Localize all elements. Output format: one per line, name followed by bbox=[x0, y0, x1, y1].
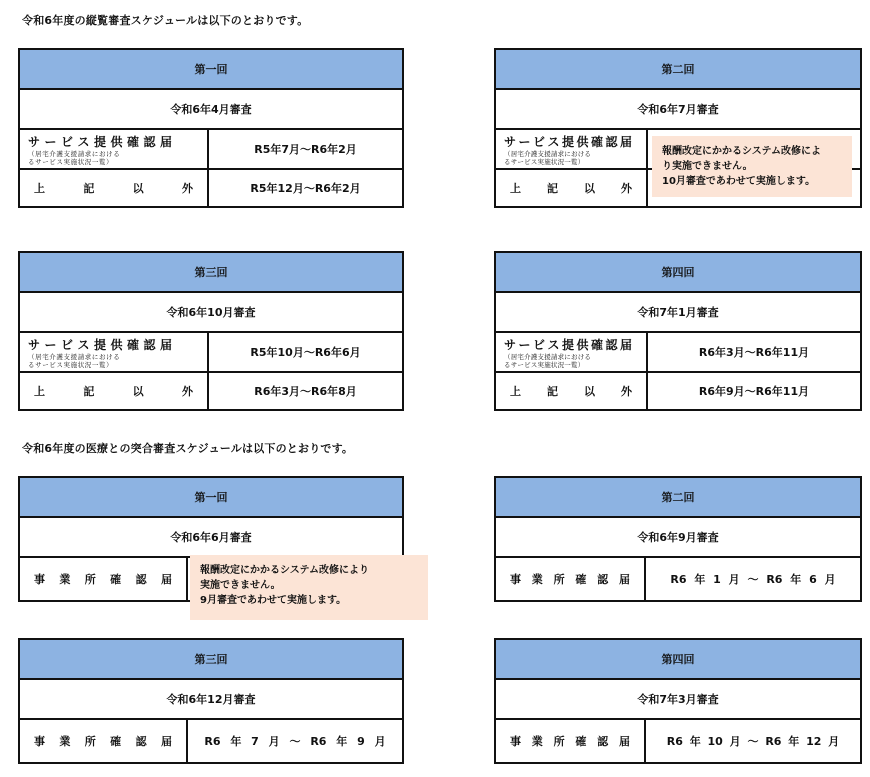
office-label: 事 業 所 確 認 届 bbox=[34, 735, 172, 748]
round-header: 第四回 bbox=[496, 253, 860, 293]
other-row bbox=[20, 371, 402, 409]
note-line-3: 9月審査であわせて実施します。 bbox=[200, 595, 347, 606]
review-month-title: 令和7年3月審査 bbox=[496, 680, 860, 720]
other-label: 上 記 以 外 bbox=[34, 385, 193, 398]
other-label: 上 記 以 外 bbox=[34, 182, 193, 195]
review-month-title: 令和6年10月審査 bbox=[20, 293, 402, 333]
review-table-3 bbox=[18, 251, 404, 411]
crosscheck-table-3 bbox=[18, 638, 404, 764]
office-period: R6 年 7 月 ～ R6 年 9 月 bbox=[204, 735, 386, 748]
service-label-sub-1: （居宅介護支援請求における bbox=[504, 149, 592, 158]
service-label bbox=[20, 333, 209, 371]
service-label bbox=[496, 333, 648, 371]
office-label-cell bbox=[20, 720, 188, 762]
review-month-title: 令和6年6月審査 bbox=[20, 518, 402, 558]
service-label-sub-2: るサービス実施状況一覧） bbox=[28, 360, 114, 369]
service-period: R5年10月～R6年6月 bbox=[250, 346, 361, 359]
other-row bbox=[20, 168, 402, 206]
office-row bbox=[496, 558, 860, 600]
crosscheck-table-4 bbox=[494, 638, 862, 764]
round-header: 第四回 bbox=[496, 640, 860, 680]
other-period: R6年9月～R6年11月 bbox=[698, 385, 810, 398]
other-label: 上 記 以 外 bbox=[510, 182, 632, 195]
service-label-sub-2: るサービス実施状況一覧） bbox=[504, 360, 585, 369]
other-label-cell bbox=[20, 373, 209, 409]
other-period: R5年12月～R6年2月 bbox=[250, 182, 361, 195]
round-header: 第一回 bbox=[20, 50, 402, 90]
office-label: 事 業 所 確 認 届 bbox=[510, 573, 630, 586]
service-label-sub-1: （居宅介護支援請求における bbox=[504, 352, 592, 361]
office-row bbox=[496, 720, 860, 762]
office-label-cell bbox=[20, 558, 188, 600]
office-period: R6 年 10 月 ～ R6 年 12 月 bbox=[666, 735, 840, 748]
service-row bbox=[20, 333, 402, 371]
service-label-sub-2: るサービス実施状況一覧） bbox=[504, 157, 585, 166]
round-header: 第二回 bbox=[496, 478, 860, 518]
note-line-3: 10月審査であわせて実施します。 bbox=[662, 176, 816, 187]
service-period: R5年7月～R6年2月 bbox=[254, 143, 357, 156]
office-label: 事 業 所 確 認 届 bbox=[510, 735, 630, 748]
other-period: R6年3月～R6年8月 bbox=[254, 385, 357, 398]
round-header: 第二回 bbox=[496, 50, 860, 90]
service-label-main: サービス提供確認届 bbox=[504, 337, 635, 352]
review-month-title: 令和6年12月審査 bbox=[20, 680, 402, 720]
review-month-title: 令和6年9月審査 bbox=[496, 518, 860, 558]
other-label-cell bbox=[496, 170, 648, 206]
service-label-sub-1: （居宅介護支援請求における bbox=[28, 352, 121, 361]
service-label bbox=[496, 130, 648, 168]
office-row bbox=[20, 720, 402, 762]
round-header: 第一回 bbox=[20, 478, 402, 518]
service-label-main: サービス提供確認届 bbox=[28, 337, 177, 352]
review-table-1 bbox=[18, 48, 404, 208]
service-label bbox=[20, 130, 209, 168]
other-label-cell bbox=[496, 373, 648, 409]
review-month-title: 令和6年4月審査 bbox=[20, 90, 402, 130]
service-label-main: サービス提供確認届 bbox=[28, 134, 177, 149]
office-label-cell bbox=[496, 558, 646, 600]
other-row bbox=[496, 371, 860, 409]
review-table-4 bbox=[494, 251, 862, 411]
service-label-sub-1: （居宅介護支援請求における bbox=[28, 149, 121, 158]
review-month-title: 令和6年7月審査 bbox=[496, 90, 860, 130]
service-row bbox=[496, 333, 860, 371]
service-label-main: サービス提供確認届 bbox=[504, 134, 635, 149]
service-period: R6年3月～R6年11月 bbox=[698, 346, 810, 359]
other-label-cell bbox=[20, 170, 209, 206]
crosscheck-table-2 bbox=[494, 476, 862, 602]
service-row bbox=[20, 130, 402, 168]
note-line-2: り実施できません。 bbox=[662, 161, 753, 172]
office-label: 事 業 所 確 認 届 bbox=[34, 573, 172, 586]
office-period: R6 年 1 月 ～ R6 年 6 月 bbox=[670, 573, 836, 586]
review-month-title: 令和7年1月審査 bbox=[496, 293, 860, 333]
heading-medical-crosscheck-schedule: 令和6年度の医療との突合審査スケジュールは以下のとおりです。 bbox=[22, 442, 354, 455]
note-line-1: 報酬改定にかかるシステム改修により bbox=[200, 565, 369, 576]
note-line-1: 報酬改定にかかるシステム改修によ bbox=[662, 146, 821, 157]
office-label-cell bbox=[496, 720, 646, 762]
system-revision-note-2 bbox=[190, 555, 428, 620]
round-header: 第三回 bbox=[20, 640, 402, 680]
system-revision-note-1 bbox=[652, 136, 852, 197]
other-label: 上 記 以 外 bbox=[510, 385, 632, 398]
note-line-2: 実施できません。 bbox=[200, 580, 281, 591]
service-label-sub-2: るサービス実施状況一覧） bbox=[28, 157, 114, 166]
heading-review-schedule: 令和6年度の縦覧審査スケジュールは以下のとおりです。 bbox=[22, 14, 309, 27]
round-header: 第三回 bbox=[20, 253, 402, 293]
